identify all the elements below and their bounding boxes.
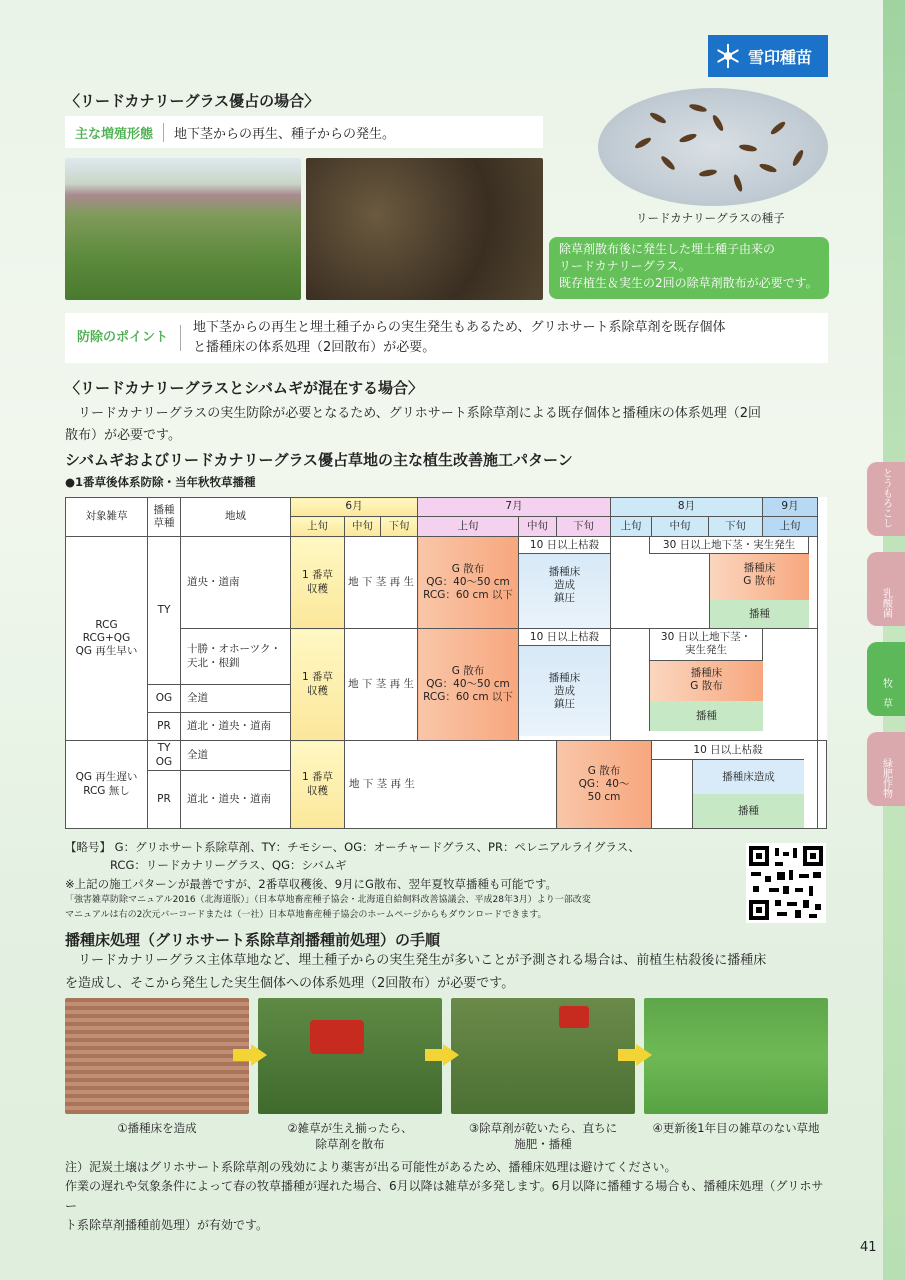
aug-block-2 bbox=[611, 629, 818, 741]
qr-code[interactable] bbox=[746, 843, 826, 923]
bed-prep-2: 10 日以上枯殺 播種床 造成 鎮圧 bbox=[519, 629, 611, 741]
weed-group-2: QG 再生遅い RCG 無し bbox=[66, 741, 148, 829]
bed-g-spray-2: 播種床 G 散布 bbox=[649, 661, 763, 701]
aug-block-3: 10 日以上枯殺 播種床造成 播種 bbox=[652, 741, 818, 829]
seeds-graphic bbox=[598, 88, 828, 206]
tab-corn[interactable]: とうもろこし bbox=[867, 462, 905, 536]
footer-notes: 注）泥炭土壌はグリホサート系除草剤の残効により薬害が出る可能性があるため、播種床処理は避けてください。 作業の遅れや気象条件によって春の牧草播種が遅れた場合、6月以降は雑草が多発します。6月以降に播種する場合も、播種床処理（グリホサー ト系除草剤播種前処理）が有効です。 bbox=[65, 1160, 824, 1233]
green-callout: 除草剤散布後に発生した埋土種子由来の リードカナリーグラス。 既存植生＆実生の2回の除草剤散布が必要です。 bbox=[549, 237, 829, 299]
brand-logo: 雪印種苗 bbox=[708, 35, 828, 77]
schedule-table bbox=[65, 497, 827, 829]
g-spray-1: G 散布 QG：40〜50 cm RCG：60 cm 以下 bbox=[418, 537, 519, 629]
snowflake-icon bbox=[714, 42, 742, 70]
pattern-heading: シバムギおよびリードカナリーグラス優占草地の主な植生改善施工パターン bbox=[65, 451, 573, 469]
pattern-subheading: ●1番草後体系防除・当年秋牧草播種 bbox=[65, 475, 256, 489]
arrow-icon bbox=[618, 1044, 652, 1066]
tab-lactic-bacteria[interactable]: 乳酸菌 bbox=[867, 552, 905, 626]
step1-caption: ①播種床を造成 bbox=[117, 1121, 197, 1135]
seed-ty: TY bbox=[148, 537, 181, 685]
header-area: 地域 bbox=[181, 498, 291, 537]
page-number: 41 bbox=[860, 1240, 877, 1255]
step4-photo bbox=[644, 998, 828, 1114]
arrow-icon bbox=[233, 1044, 267, 1066]
jun-late: 下旬 bbox=[381, 517, 418, 537]
jun-mid: 中旬 bbox=[345, 517, 381, 537]
step2-caption: ②雑草が生え揃ったら、 除草剤を散布 bbox=[287, 1121, 413, 1151]
sep-early: 上旬 bbox=[763, 517, 818, 537]
header-july: 7月 bbox=[418, 498, 611, 517]
tab-grass[interactable]: 牧 草 bbox=[867, 642, 905, 716]
step1-photo bbox=[65, 998, 249, 1114]
bed-make-3: 播種床造成 bbox=[692, 760, 804, 794]
area-all-og: 全道 bbox=[181, 685, 291, 713]
seed-ty-og: TY OG bbox=[148, 741, 181, 771]
aug-block-1-blank bbox=[611, 554, 709, 628]
cut-2: 1 番草 収穫 bbox=[291, 629, 345, 741]
propagation-box bbox=[65, 116, 543, 148]
propagation-tag: 主な増殖形態 bbox=[65, 123, 164, 142]
section-heading-rcg: 〈リードカナリーグラス優占の場合〉 bbox=[65, 92, 320, 110]
section-heading-mixed: 〈リードカナリーグラスとシバムギが混在する場合〉 bbox=[65, 379, 424, 397]
sow-2: 播種 bbox=[649, 701, 763, 731]
jul-late: 下旬 bbox=[557, 517, 611, 537]
area-pr: 道北・道央・道南 bbox=[181, 713, 291, 741]
aug-mid: 中旬 bbox=[652, 517, 709, 537]
right-edge-strip bbox=[883, 0, 905, 1280]
jun-early: 上旬 bbox=[291, 517, 345, 537]
g-spray-3: G 散布 QG：40〜 50 cm bbox=[557, 741, 652, 829]
area-pr-2: 道北・道央・道南 bbox=[181, 771, 291, 829]
bed-prep-1: 10 日以上枯殺 播種床 造成 鎮圧 bbox=[519, 537, 611, 629]
step3-caption: ③除草剤が乾いたら、直ちに 施肥・播種 bbox=[468, 1121, 618, 1151]
procedure-heading: 播種床処理（グリホサート系除草剤播種前処理）の手順 bbox=[65, 931, 441, 949]
header-june: 6月 bbox=[291, 498, 418, 517]
header-september: 9月 bbox=[763, 498, 818, 517]
step2-tractor bbox=[310, 1020, 364, 1054]
regrowth-3: 地 下 茎 再 生 bbox=[345, 741, 557, 829]
propagation-text: 地下茎からの再生、種子からの発生。 bbox=[174, 126, 396, 142]
qr-code-graphic bbox=[749, 846, 823, 920]
aug-block-1-row bbox=[611, 554, 817, 628]
jul-mid: 中旬 bbox=[519, 517, 557, 537]
area-all-2: 全道 bbox=[181, 741, 291, 771]
sow-3: 播種 bbox=[692, 794, 804, 828]
tab-green-manure[interactable]: 緑肥作物 bbox=[867, 732, 905, 806]
g-spray-2: G 散布 QG：40〜50 cm RCG：60 cm 以下 bbox=[418, 629, 519, 741]
reed-canarygrass-field-photo bbox=[65, 158, 301, 300]
cut-3: 1 番草 収穫 bbox=[291, 741, 345, 829]
abbreviation-notes: 【略号】 G：グリホサート系除草剤、TY：チモシー、OG：オーチャードグラス、PR：ペレニアルライグラス、 RCG：リードカナリーグラス、QG：シバムギ ※上記の施工パターンが最善ですが、2番草収穫後、9月にG散布、翌年夏牧草播種も可能です。 「強害雑草防除マニュアル2016（北海道版）」（日本草地畜産種子協会・北海道自給飼料改善協議会、平成28年3月）より一部改変 マニュアルは右の2次元バーコードまたは（一社）日本草地畜産種子協会のホームページからもダウンロードできます。 bbox=[65, 840, 640, 920]
bed-g-spray-1: 播種床 G 散布 bbox=[709, 554, 809, 600]
header-blank bbox=[818, 498, 827, 517]
mixed-paragraph: リードカナリーグラスの実生防除が必要となるため、グリホサート系除草剤による既存個体と播種床の体系処理（2回 散布）が必要です。 bbox=[65, 406, 761, 444]
over30-2: 30 日以上地下茎・ 実生発生 bbox=[649, 629, 763, 661]
header-august: 8月 bbox=[611, 498, 763, 517]
control-point-tag: 防除のポイント bbox=[65, 325, 181, 351]
area-douo-donan: 道央・道南 bbox=[181, 537, 291, 629]
seed-pr: PR bbox=[148, 713, 181, 741]
aug-block-1-cells bbox=[709, 554, 809, 628]
procedure-paragraph: リードカナリーグラス主体草地など、埋土種子からの実生発生が多いことが予測される場合は、前植生枯殺後に播種床 を造成し、そこから発生した実生個体への体系処理（2回散布）が必要です。 bbox=[65, 953, 767, 991]
step4-caption: ④更新後1年目の雑草のない草地 bbox=[652, 1121, 820, 1135]
arrow-icon bbox=[425, 1044, 459, 1066]
seed-pr-2: PR bbox=[148, 771, 181, 829]
control-point-text: 地下茎からの再生と埋土種子からの実生発生もあるため、グリホサート系除草剤を既存個体 と播種床の体系処理（2回散布）が必要。 bbox=[193, 319, 726, 355]
jul-early: 上旬 bbox=[418, 517, 519, 537]
control-point-box bbox=[65, 313, 828, 363]
sep-blank-3 bbox=[818, 741, 827, 829]
weed-group-1: RCG RCG+QG QG 再生早い bbox=[66, 537, 148, 741]
regrowth-2: 地 下 茎 再 生 bbox=[345, 629, 418, 741]
aug-block-1: 30 日以上地下茎・実生発生 播種床 G 散布 播種 bbox=[611, 537, 818, 629]
aug-late: 下旬 bbox=[709, 517, 763, 537]
bed-prep-2-body: 播種床 造成 鎮圧 bbox=[519, 646, 610, 736]
step2-photo bbox=[258, 998, 442, 1114]
seed-caption: リードカナリーグラスの種子 bbox=[636, 211, 785, 225]
seed-photo bbox=[598, 88, 828, 206]
step3-tractor bbox=[559, 1006, 589, 1028]
sow-1: 播種 bbox=[709, 600, 809, 628]
seed-og: OG bbox=[148, 685, 181, 713]
cut-1: 1 番草 収穫 bbox=[291, 537, 345, 629]
dead-vegetation-photo bbox=[306, 158, 543, 300]
aug-early: 上旬 bbox=[611, 517, 652, 537]
header-seed: 播種 草種 bbox=[148, 498, 181, 537]
header-weed: 対象雑草 bbox=[66, 498, 148, 537]
bed-prep-1-body: 播種床 造成 鎮圧 bbox=[519, 554, 610, 628]
regrowth-1: 地 下 茎 再 生 bbox=[345, 537, 418, 629]
step3-photo bbox=[451, 998, 635, 1114]
area-tokachi: 十勝・オホーツク・ 天北・根釧 bbox=[181, 629, 291, 685]
